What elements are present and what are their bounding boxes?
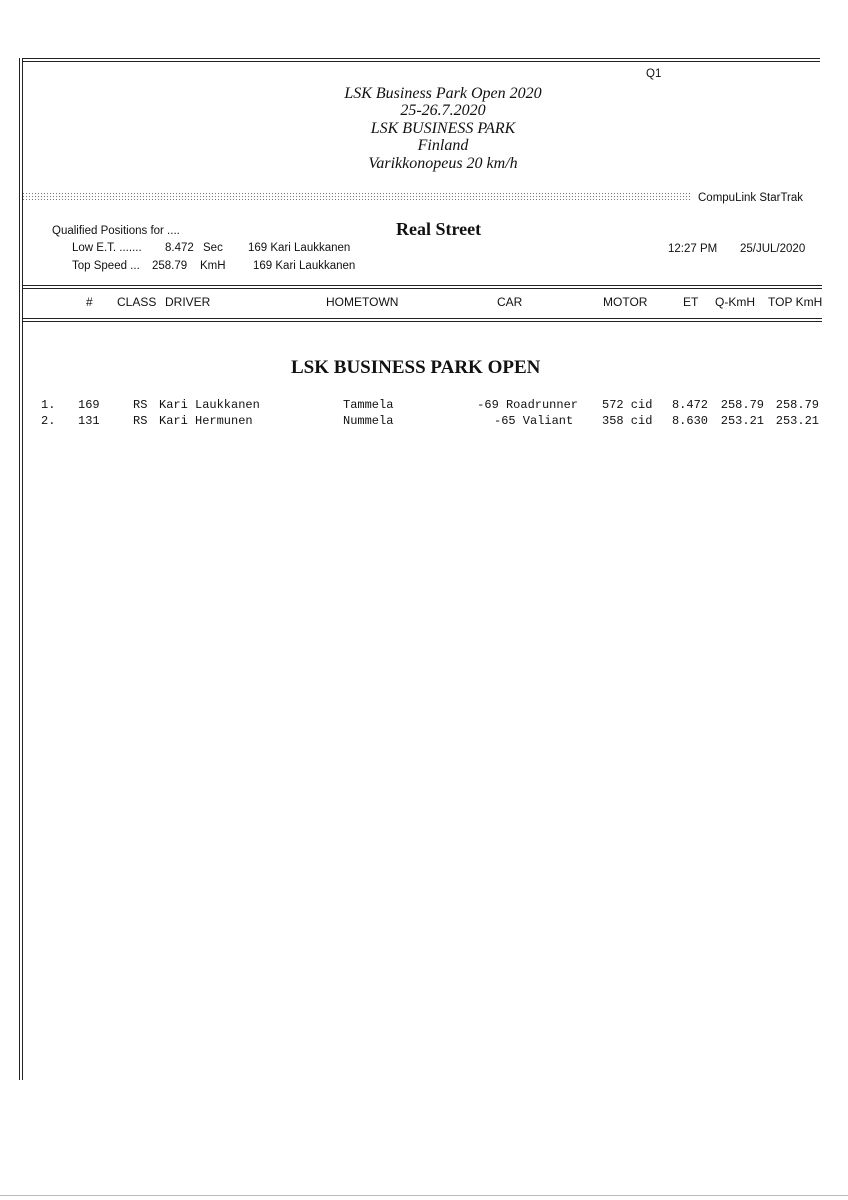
row-pos: 1. <box>41 398 56 412</box>
software-label: CompuLink StarTrak <box>698 192 804 204</box>
row-class: RS <box>133 398 148 412</box>
row-qkmh: 253.21 <box>720 414 764 428</box>
col-num: # <box>86 295 93 309</box>
top-speed-unit: KmH <box>200 260 226 272</box>
top-speed-label: Top Speed ... <box>72 260 140 272</box>
row-class: RS <box>133 414 148 428</box>
row-et: 8.630 <box>671 414 708 428</box>
row-et: 8.472 <box>671 398 708 412</box>
event-title: LSK Business Park Open 2020 <box>344 85 542 102</box>
left-rule <box>19 58 20 1080</box>
row-motor: 572 cid <box>602 398 653 412</box>
col-et: ET <box>683 295 699 309</box>
event-venue: LSK BUSINESS PARK <box>370 119 516 137</box>
row-qkmh: 258.79 <box>720 398 764 412</box>
row-num: 169 <box>78 398 100 412</box>
header-bottom-rule <box>22 318 822 319</box>
header-top-rule-2 <box>22 288 822 289</box>
header-top-rule <box>22 285 822 286</box>
event-country: Finland <box>417 137 469 154</box>
bottom-edge-line <box>0 1195 848 1196</box>
row-driver: Kari Hermunen <box>159 414 253 428</box>
qualified-label: Qualified Positions for .... <box>52 225 180 237</box>
left-rule-2 <box>22 58 23 1080</box>
row-num: 131 <box>78 414 100 428</box>
low-et-driver: 169 Kari Laukkanen <box>248 242 351 254</box>
col-qkmh: Q-KmH <box>715 295 755 309</box>
low-et-label: Low E.T. ....... <box>72 242 142 254</box>
top-rule <box>22 58 820 59</box>
section-title: LSK BUSINESS PARK OPEN <box>291 357 541 378</box>
top-speed-value: 258.79 <box>152 260 188 272</box>
row-hometown: Nummela <box>343 414 394 428</box>
row-motor: 358 cid <box>602 414 653 428</box>
row-car: -69 Roadrunner <box>477 398 578 412</box>
top-rule-2 <box>22 61 820 62</box>
row-driver: Kari Laukkanen <box>159 398 260 412</box>
col-motor: MOTOR <box>603 295 648 309</box>
col-hometown: HOMETOWN <box>326 295 399 309</box>
col-car: CAR <box>497 295 523 309</box>
col-top: TOP KmH <box>768 295 823 309</box>
col-driver: DRIVER <box>165 295 211 309</box>
report-date: 25/JUL/2020 <box>740 243 806 255</box>
low-et-unit: Sec <box>203 242 223 254</box>
low-et-value: 8.472 <box>165 242 194 254</box>
event-pit-speed: Varikkonopeus 20 km/h <box>368 154 518 172</box>
top-speed-driver: 169 Kari Laukkanen <box>253 260 356 272</box>
page-id: Q1 <box>646 68 662 80</box>
row-hometown: Tammela <box>343 398 394 412</box>
report-time: 12:27 PM <box>668 243 718 255</box>
row-pos: 2. <box>41 414 56 428</box>
class-name: Real Street <box>396 219 482 239</box>
row-car: -65 Valiant <box>494 414 574 428</box>
col-class: CLASS <box>117 295 157 309</box>
header-bottom-rule-2 <box>22 321 822 322</box>
row-top: 258.79 <box>775 398 819 412</box>
dotted-separator <box>22 192 690 201</box>
row-top: 253.21 <box>775 414 819 428</box>
event-dates: 25-26.7.2020 <box>400 102 486 119</box>
